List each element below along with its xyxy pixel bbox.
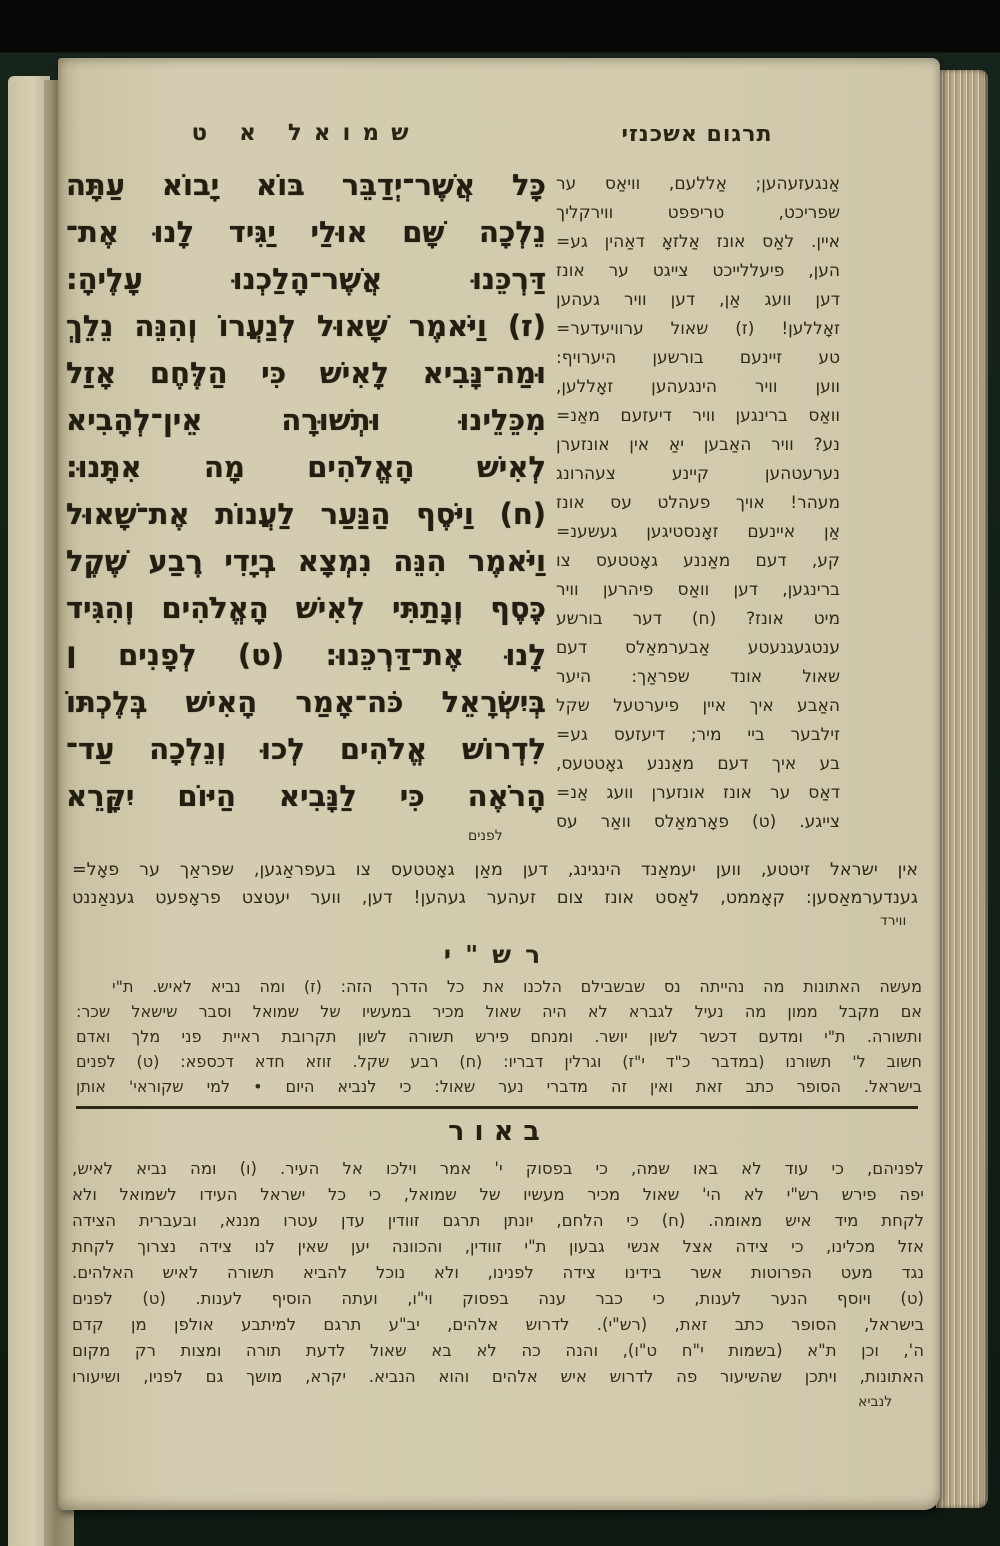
text-line: כֶּסֶף וְנָתַתִּי לְאִישׁ הָאֱלֹהִים וְהִגִּיד (66, 591, 546, 625)
text-line: חשוב ל' תשורנו (במדבר כ"ד י"ז) וגרלין דבריו: (ח) רבע שקל. זוזא חדא דכספא: (ט) לפנים (76, 1052, 922, 1071)
text-line: אין ישראל זיטטע, ווען יעמאַנד הינגינג, דען מאַן גאָטטעס צו בעפראַגען, שפראַך ער פאָל= (72, 860, 918, 880)
text-line: לְאִישׁ הָאֱלֹהִים מָה אִתָּנוּ: (66, 450, 546, 484)
catchword-targum: ווירד (880, 913, 907, 929)
text-line: ווען וויר הינגעהען זאָללען, (556, 377, 840, 397)
text-line: דַּרְכֵּנוּ אֲשֶׁר־הָלַכְנוּ עָלֶיהָ: (66, 262, 546, 296)
scan-top-shadow (0, 0, 1000, 52)
targum-column-header: תרגום אשכנזי (621, 122, 773, 147)
text-line: לָנוּ אֶת־דַּרְכֵּנוּ: (ט) לְפָנִים ׀ (66, 638, 546, 672)
text-line: דאַס ער אונז אונזערן וועג אַנ= (556, 783, 840, 803)
catchword-biur: לנביא (858, 1394, 893, 1410)
text-line: בע איך דעם מאַננע גאָטטעס, (556, 754, 840, 774)
text-line: בישראל, הסופר כתב זאת, (רש"י). לדרוש אלהים, יב"ע תרגם למיתבע אולפן מן קדם (72, 1315, 924, 1334)
text-line: טע זיינעם בורשען היערויף: (556, 348, 840, 368)
text-line: (ז) וַיֹּאמֶר שָׁאוּל לְנַעֲרוֹ וְהִנֵּה נֵלֵךְ (66, 309, 546, 343)
text-line: מעשה האתונות מה נהייתה נס שבשבילם הלכנו את כל הדרך הזה: (ז) ומה נביא לאיש. ת"י (112, 977, 922, 996)
text-line: ענטגעגנעטע אַבערמאַלס דעם (556, 638, 840, 658)
text-line: בְּיִשְׂרָאֵל כֹּה־אָמַר הָאִישׁ בְּלֶכְתּוֹ (66, 685, 546, 719)
text-line: (ח) וַיֹּסֶף הַנַּעַר לַעֲנוֹת אֶת־שָׁאוּל (66, 497, 546, 531)
section-divider-rule (76, 1106, 918, 1109)
biur-section-title: באור (448, 1116, 550, 1147)
text-line: ה', וכן ת"א (בשמות י"ח ט"ו), והנה כה לא בא שאול לדעת תורה ומצות רק מקום (72, 1341, 924, 1360)
text-line: לקחת מיד איש מאומה. (ח) כי הלחם, יונתן תרגם זוודין עדן עטרו מננא, ובעברית הצידה (72, 1211, 924, 1230)
text-line: שפריכט, טריפפט ווירקליך (556, 203, 840, 223)
text-line: האַבע איך איין פיערטעל שקל (556, 696, 840, 716)
text-line: נע? וויר האַבען יאַ אין אונזערן (556, 435, 840, 455)
text-line: הָרֹאֶה כִּי לַנָּבִיא הַיּוֹם יִקָּרֵא (66, 779, 546, 813)
targum-full-width-block (72, 856, 918, 912)
bible-column-header: שמואל א ט (191, 120, 421, 146)
text-line: וַיֹּאמֶר הִנֵּה נִמְצָא בְיָדִי רֶבַע שֶׁקֶל (66, 544, 546, 578)
rashi-section-title: רש"י (443, 940, 555, 969)
text-line: אַנגעזעהען; אַללעם, וויאַס ער (556, 174, 840, 194)
text-line: אַן איינעם זאָנסטיגען געשענ= (556, 522, 840, 542)
text-line: וּמַה־נָּבִיא לָאִישׁ כִּי הַלֶּחֶם אָזַל (66, 356, 546, 390)
text-line: נֵלְכָה שָּׁם אוּלַי יַגִּיד לָנוּ אֶת־ (66, 215, 546, 249)
text-line: ברינגען, דען וואַס פיהרען וויר (556, 580, 840, 600)
text-line: הען, פיעללייכט צייגט ער אונז (556, 261, 840, 281)
text-line: נערעטהען קיינע צעהרונג (556, 464, 840, 484)
text-line: לפניהם, כי עוד לא באו שמה, כי בפסוק י' אמר וילכו אל העיר. (ו) ומה נביא לאיש, (72, 1159, 924, 1178)
text-line: דען וועג אַן, דען וויר געהען (556, 290, 840, 310)
rashi-commentary-block (76, 974, 922, 1099)
text-line: שאול אונד שפראַך: היער (556, 667, 840, 687)
text-line: גענדערמאַסען: קאָממט, לאַסט אונז צום זעהער געהען! דען, ווער יעטצט פראָפעט גענאַננט (72, 888, 918, 908)
bible-text-column (66, 162, 546, 820)
biur-commentary-block (72, 1156, 924, 1390)
text-line: ותשורה. ת"י ומדעם דכשר לשון יושר. ומנחם פירש תשורה לשון תקרובת ראיית פני מלך ואדם (76, 1027, 922, 1046)
text-line: אזל מכלינו, כי צידה אצל אנשי גבעון ת"י זוודין, והכוונה יען שאין לנו צידה נצרוך לקחת (72, 1237, 924, 1256)
text-line: בישראל. הסופר כתב זאת ואין זה מדברי נער שאול: כי לנביא היום • למי שקוראי' אותן (76, 1077, 922, 1096)
page-fore-edge (936, 70, 988, 1508)
text-line: זאָללען! (ז) שאול ערוויעדער= (556, 319, 840, 339)
text-line: איין. לאַס אונז אַלזאָ דאַהין גע= (556, 232, 840, 252)
text-line: מיט אונז? (ח) דער בורשע (556, 609, 840, 629)
catchword-bible: לפנים (468, 828, 503, 844)
text-line: (ט) ויוסף הנער לענות, כי כבר ענה בפסוק וי"ו, ועתה הוסיף לענות. (ט) לפנים (72, 1289, 924, 1308)
text-line: קע, דעם מאַננע גאָטטעס צו (556, 551, 840, 571)
text-line: מעהר! אויך פעהלט עס אונז (556, 493, 840, 513)
text-line: מִכֵּלֵינוּ וּתְשׁוּרָה אֵין־לְהָבִיא (66, 403, 546, 437)
text-line: צייגע. (ט) פאָרמאַלס וואַר עס (556, 812, 840, 832)
text-line: וואַס ברינגען וויר דיעזעם מאַנ= (556, 406, 840, 426)
targum-text-column (556, 170, 840, 837)
text-line: אם מקבל ממון מה נעיל לגברא לא היה שאול מכיר במעשיו של שמואל וסבר שישאל שכר: (76, 1002, 922, 1021)
text-line: זילבער ביי מיר; דיעזעס גע= (556, 725, 840, 745)
book-page (58, 58, 940, 1510)
text-line: נגד מעט הפרוטות אשר בידינו צידה לפנינו, ולא נוכל להביא תשורה לאיש האלהים. (72, 1263, 924, 1282)
text-line: האתונות, ויתכן שהשיעור פה לדרוש איש אלהים והוא הנביא. יקרא, מושך גם לפניו, ושיעורו (72, 1367, 924, 1386)
text-line: יפה פירש רש"י לא הי' שאול מכיר מעשיו של שמואל, כי כל ישראל העידו לשמואל ולא (72, 1185, 924, 1204)
text-line: כָּל אֲשֶׁר־יְדַבֵּר בּוֹא יָבוֹא עַתָּה (66, 168, 546, 202)
text-line: לִדְרוֹשׁ אֱלֹהִים לְכוּ וְנֵלְכָה עַד־ (66, 732, 546, 766)
